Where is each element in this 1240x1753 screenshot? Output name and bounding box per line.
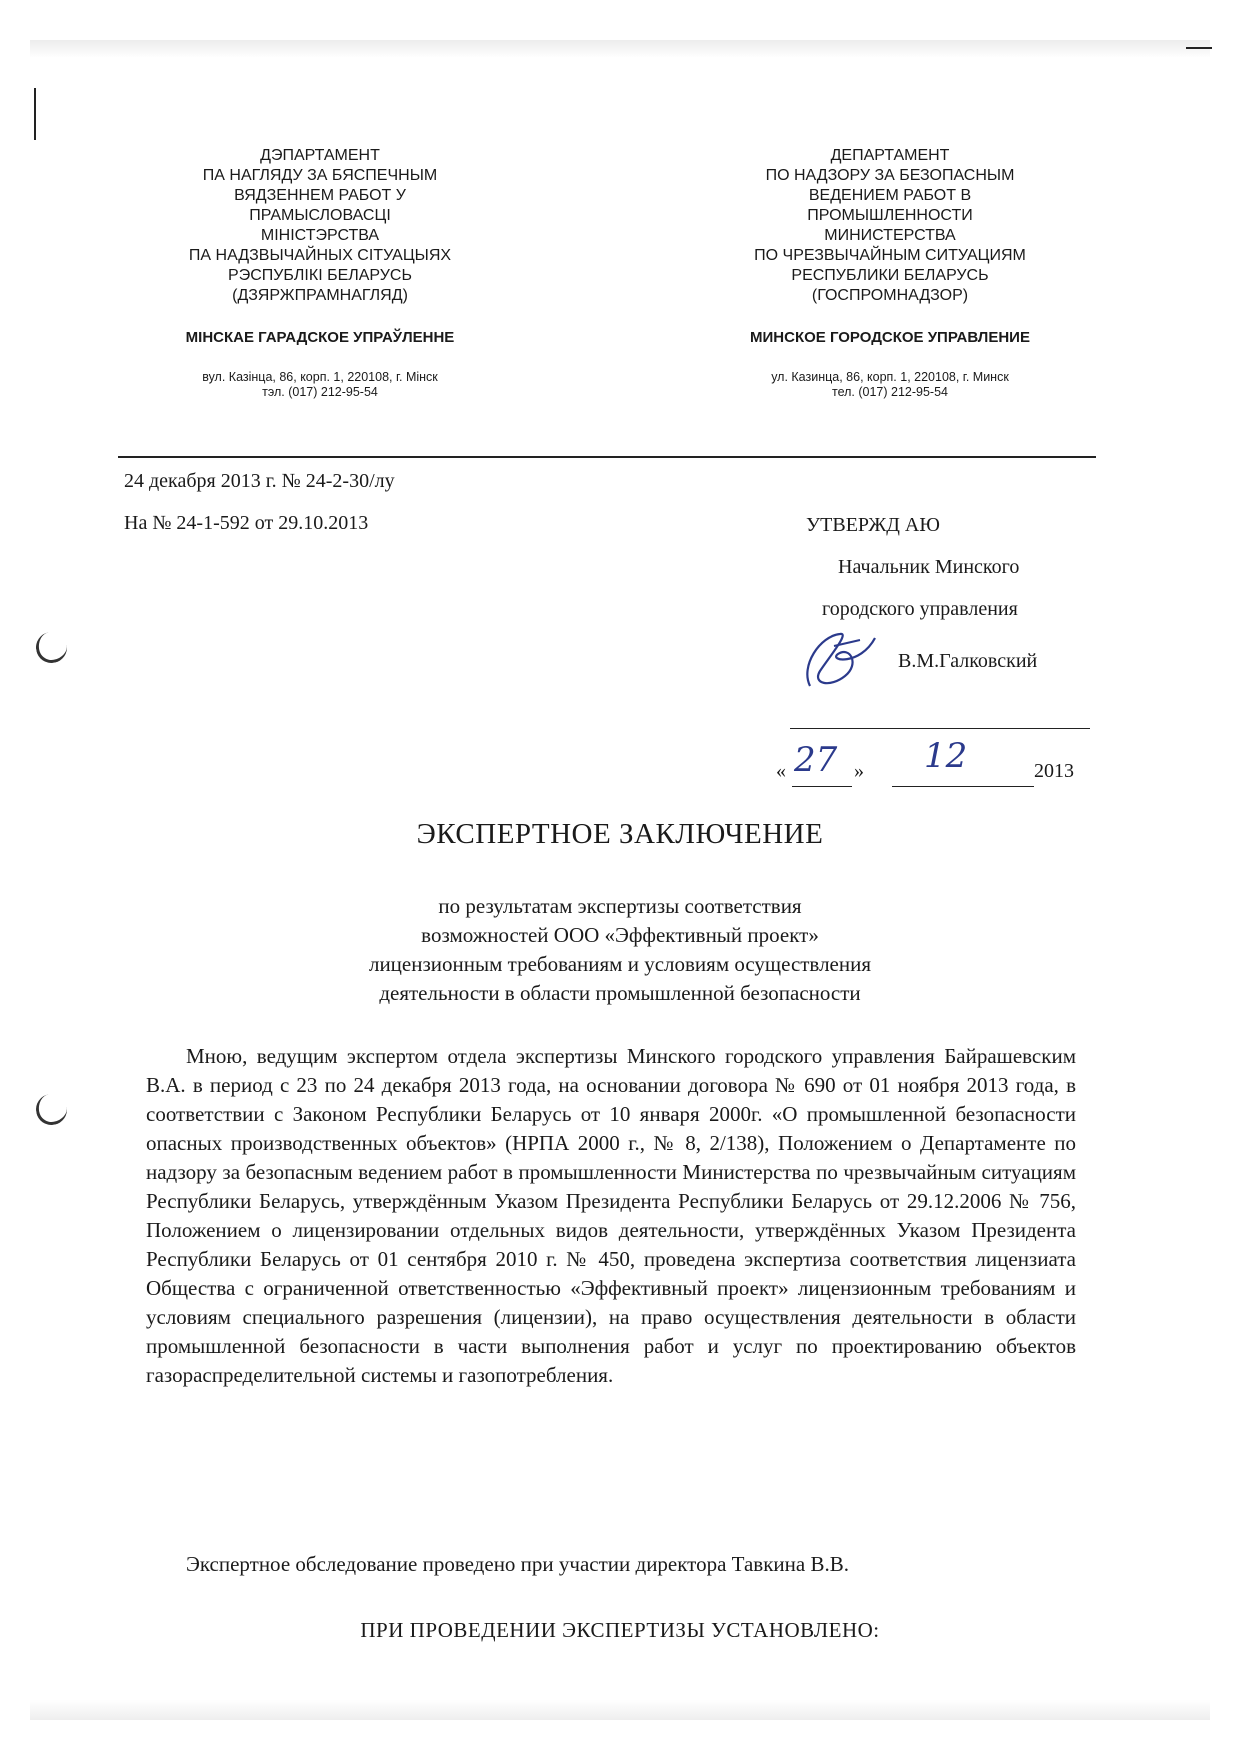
header-right-line: МИНИСТЕРСТВА <box>824 227 956 244</box>
header-right-line: (ГОСПРОМНАДЗОР) <box>811 287 969 304</box>
header-right-line: ДЕПАРТАМЕНТ <box>830 147 950 164</box>
participation-paragraph: Экспертное обследование проведено при участии директора Тавкина В.В. <box>186 1552 849 1576</box>
header-left-division: МІНСКАЕ ГАРАДСКОЕ УПРАЎЛЕННЕ <box>185 329 455 346</box>
date-open-quote: « <box>776 760 786 782</box>
header-right-phone: тел. (017) 212-95-54 <box>831 385 948 399</box>
doc-date-number: 24 декабря 2013 г. № 24-2-30/лу <box>124 470 395 492</box>
document-subtitle <box>0 892 1240 1008</box>
header-left-line: ДЭПАРТАМЕНТ <box>260 147 380 164</box>
signature-underline <box>790 728 1090 729</box>
day-underline <box>792 786 852 787</box>
header-left-line: (ДЗЯРЖПРАМНАГЛЯД) <box>232 287 408 304</box>
body-paragraph: Мною, ведущим экспертом отдела экспертизы Минского городского управления Байрашевским В.А. в период с 23 по 24 декабря 2013 года, на основании договора № 690 от 01 ноября 2013 года, в соответствии с Законом Республики Беларусь от 10 января 2000г. «О промышленной безопасности опасных производственных объектов» (НРПА 2000 г., № 8, 2/138), Положением о Департаменте по надзору за безопасным ведением работ в промышленности Министерства по чрезвычайным ситуациям Республики Беларусь, утверждённым Указом Президента Республики Беларусь от 29.12.2006 № 756, Положением о лицензировании отдельных видов деятельности, утверждённых Указом Президента Республики Беларусь от 01 сентября 2010 г. № 450, проведена экспертиза соответствия лицензиата Общества с ограниченной ответственностью «Эффективный проект» лицензионным требованиям и условиям специального разрешения (лицензии), на право осуществления деятельности в области промышленной безопасности в части выполнения работ и услуг по проектированию объектов газораспределительной системы и газопотребления. <box>146 1044 1076 1387</box>
document-title: ЭКСПЕРТНОЕ ЗАКЛЮЧЕНИЕ <box>416 818 824 850</box>
approve-position-2: городского управления <box>822 598 1018 620</box>
header-right-line: ПО ЧРЕЗВЫЧАЙНЫМ СИТУАЦИЯМ <box>754 247 1026 264</box>
scan-edge-top <box>30 40 1210 58</box>
approve-label: УТВЕРЖД АЮ <box>806 514 940 536</box>
header-right-division: МИНСКОЕ ГОРОДСКОЕ УПРАВЛЕНИЕ <box>750 329 1030 346</box>
header-left-line: ПА НАГЛЯДУ ЗА БЯСПЕЧНЫМ <box>202 167 438 184</box>
approve-day: 27 <box>794 740 838 780</box>
header-right-address: ул. Казинца, 86, корп. 1, 220108, г. Минск <box>771 370 1009 384</box>
established-heading: ПРИ ПРОВЕДЕНИИ ЭКСПЕРТИЗЫ УСТАНОВЛЕНО: <box>360 1618 880 1642</box>
header-left-block <box>130 146 510 400</box>
header-left-line: ПРАМЫСЛОВАСЦІ <box>249 207 391 224</box>
approve-year: 2013 <box>1034 760 1074 782</box>
header-right-line: ВЕДЕНИЕМ РАБОТ В <box>808 187 972 204</box>
header-right-line: РЕСПУБЛИКИ БЕЛАРУСЬ <box>791 267 989 284</box>
punch-hole-top <box>34 630 70 666</box>
punch-hole-bottom <box>34 1092 70 1128</box>
header-right-line: ПРОМЫШЛЕННОСТИ <box>807 207 973 224</box>
header-left-line: РЭСПУБЛІКІ БЕЛАРУСЬ <box>228 267 412 284</box>
header-divider <box>118 456 1096 458</box>
header-right-line: ПО НАДЗОРУ ЗА БЕЗОПАСНЫМ <box>765 167 1015 184</box>
header-left-line: ПА НАДЗВЫЧАЙНЫХ СІТУАЦЫЯХ <box>188 247 452 264</box>
month-underline <box>892 786 1034 787</box>
signature-mark <box>790 626 880 696</box>
header-left-line: МІНІСТЭРСТВА <box>260 227 380 244</box>
scan-edge-bottom <box>30 1700 1210 1720</box>
header-left-line: ВЯДЗЕННЕМ РАБОТ У <box>234 187 406 204</box>
header-left-phone: тэл. (017) 212-95-54 <box>262 385 378 399</box>
doc-in-reply: На № 24-1-592 от 29.10.2013 <box>124 512 369 534</box>
subtitle-line: по результатам экспертизы соответствия <box>438 894 802 918</box>
scan-mark-right <box>1186 47 1212 49</box>
approve-month: 12 <box>924 736 968 776</box>
approve-position-1: Начальник Минского <box>838 556 1020 578</box>
scan-mark-left <box>34 88 36 140</box>
date-close-quote: » <box>854 760 864 782</box>
subtitle-line: возможностей ООО «Эффективный проект» <box>421 923 819 947</box>
approve-signatory: В.М.Галковский <box>898 650 1038 672</box>
subtitle-line: лицензионным требованиям и условиям осуществления <box>368 952 872 976</box>
header-right-block <box>700 146 1080 400</box>
header-left-address: вул. Казінца, 86, корп. 1, 220108, г. Мінск <box>202 370 438 384</box>
subtitle-line: деятельности в области промышленной безопасности <box>379 981 861 1005</box>
